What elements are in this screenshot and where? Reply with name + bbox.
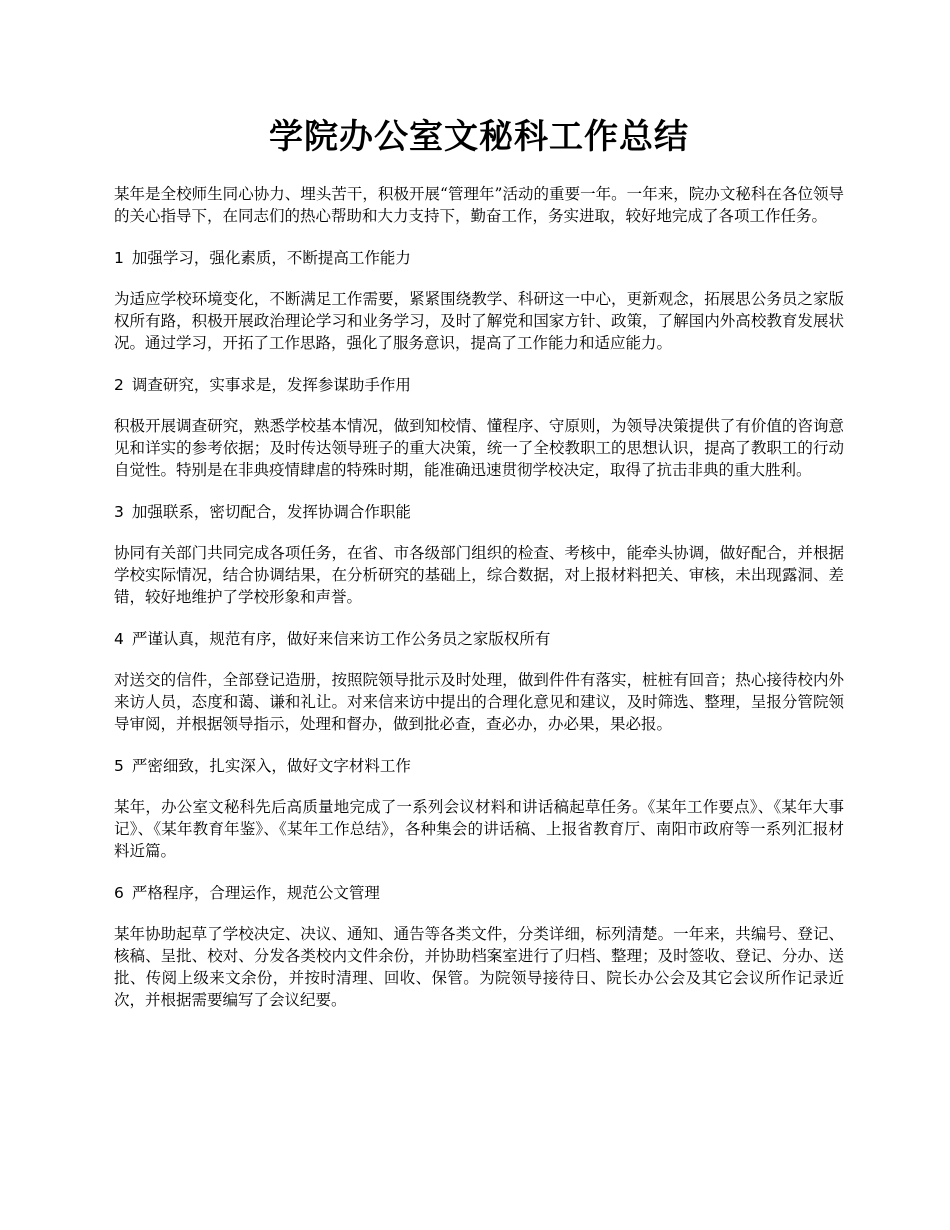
section-number: 2 (114, 376, 124, 394)
section-body: 为适应学校环境变化，不断满足工作需要，紧紧围绕教学、科研这一中心，更新观念，拓展思公务员之家版权所有路，积极开展政治理论学习和业务学习，及时了解党和国家方针、政策，了解国内外高校教育发展状况。通过学习，开拓了工作思路，强化了服务意识，提高了工作能力和适应能力。 (114, 290, 844, 352)
section-4 (114, 628, 844, 735)
intro-paragraph: 某年是全校师生同心协力、埋头苦干，积极开展“管理年”活动的重要一年。一年来，院办文秘科在各位领导的关心指导下，在同志们的热心帮助和大力支持下，勤奋工作，务实进取，较好地完成了各项工作任务。 (114, 185, 844, 225)
section-3 (114, 501, 844, 608)
section-number: 5 (114, 757, 124, 775)
section-heading (114, 755, 844, 777)
section-5 (114, 755, 844, 862)
section-body: 对送交的信件，全部登记造册，按照院领导批示及时处理，做到件件有落实，桩桩有回音；热心接待校内外来访人员，态度和蔼、谦和礼让。对来信来访中提出的合理化意见和建议，及时筛选、整理，呈报分管院领导审阅，并根据领导指示，处理和督办，做到批必查，查必办，办必果，果必报。 (114, 671, 844, 733)
section-body: 某年协助起草了学校决定、决议、通知、通告等各类文件，分类详细，标列清楚。一年来，共编号、登记、核稿、呈批、校对、分发各类校内文件余份，并协助档案室进行了归档、整理；及时签收、登记、分办、送批、传阅上级来文余份，并按时清理、回收、保管。为院领导接待日、院长办公会及其它会议所作记录近次，并根据需要编写了会议纪要。 (114, 925, 844, 1009)
section-number: 4 (114, 630, 124, 648)
section-body: 某年，办公室文秘科先后高质量地完成了一系列会议材料和讲话稿起草任务。《某年工作要点》、《某年大事记》、《某年教育年鉴》、《某年工作总结》，各种集会的讲话稿、上报省教育厅、南阳市政府等一系列汇报材料近篇。 (114, 798, 844, 860)
section-heading-text: 严谨认真，规范有序，做好来信来访工作公务员之家版权所有 (131, 630, 551, 648)
section-heading-text: 严密细致，扎实深入，做好文字材料工作 (131, 757, 411, 775)
section-number: 3 (114, 503, 124, 521)
section-number: 1 (114, 249, 124, 267)
section-body: 协同有关部门共同完成各项任务，在省、市各级部门组织的检查、考核中，能牵头协调，做好配合，并根据学校实际情况，结合协调结果，在分析研究的基础上，综合数据，对上报材料把关、审核，未出现露洞、差错，较好地维护了学校形象和声誉。 (114, 544, 844, 606)
document-page (114, 0, 844, 1011)
section-heading (114, 247, 844, 269)
section-number: 6 (114, 884, 124, 902)
document-title: 学院办公室文秘科工作总结 (269, 117, 689, 157)
section-body: 积极开展调查研究，熟悉学校基本情况，做到知校情、懂程序、守原则，为领导决策提供了有价值的咨询意见和详实的参考依据；及时传达领导班子的重大决策，统一了全校教职工的思想认识，提高了教职工的行动自觉性。特别是在非典疫情肆虐的特殊时期，能准确迅速贯彻学校决定，取得了抗击非典的重大胜利。 (114, 417, 844, 479)
section-2 (114, 374, 844, 481)
section-heading-text: 严格程序，合理运作，规范公文管理 (131, 884, 380, 902)
section-1 (114, 247, 844, 354)
section-heading (114, 628, 844, 650)
section-heading-text: 调查研究，实事求是，发挥参谋助手作用 (131, 376, 411, 394)
section-heading (114, 882, 844, 904)
section-heading (114, 374, 844, 396)
section-heading (114, 501, 844, 523)
section-heading-text: 加强学习，强化素质，不断提高工作能力 (131, 249, 411, 267)
section-heading-text: 加强联系，密切配合，发挥协调合作职能 (131, 503, 411, 521)
section-6 (114, 882, 844, 1011)
